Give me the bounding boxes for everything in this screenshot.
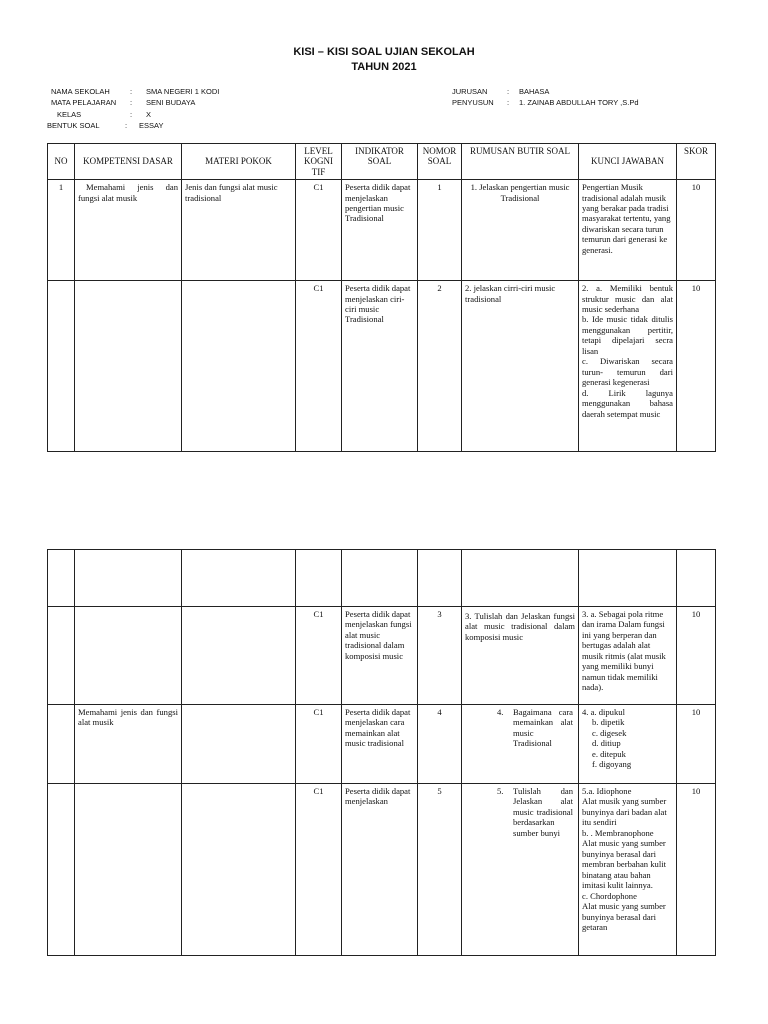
subject-value: SENI BUDAYA — [146, 98, 196, 107]
major-value: BAHASA — [519, 87, 550, 96]
kunci-line: c. digesek — [592, 727, 627, 738]
kunci-line: c. Chordophone — [582, 890, 637, 901]
table-row — [48, 281, 716, 452]
row-skor: 10 — [677, 281, 716, 452]
row-level: C1 — [296, 784, 342, 956]
document-title: KISI – KISI SOAL UJIAN SEKOLAH — [293, 46, 475, 58]
table-row — [48, 180, 716, 281]
row-level: C1 — [296, 607, 342, 705]
table-row — [48, 784, 716, 956]
row-no — [48, 784, 75, 956]
row-skor: 10 — [677, 705, 716, 784]
kunci-line: c. Diwariskan secara turun- temurun dari generasi kegenerasi — [582, 356, 673, 388]
kunci-line: b. Ide music tidak ditulis menggunakan pertitir, tetapi dipelajari secra lisan — [582, 314, 673, 356]
kisi-table-page-2 — [47, 549, 716, 956]
kunci-line: 5.a. Idiophone — [582, 786, 632, 796]
empty-cell — [418, 550, 462, 607]
row-skor: 10 — [677, 607, 716, 705]
row-kd — [75, 607, 182, 705]
school-value: SMA NEGERI 1 KODI — [146, 87, 220, 96]
empty-cell — [75, 550, 182, 607]
empty-cell — [342, 550, 418, 607]
row-nomor: 1 — [418, 180, 462, 281]
class-value: X — [146, 110, 152, 119]
row-materi — [182, 705, 296, 784]
row-rumusan: 1. Jelaskan pengertian music Tradisional — [462, 180, 579, 281]
row-indikator: Peserta didik dapat menjelaskan pengertian music Tradisional — [342, 180, 418, 281]
col-header-level: LEVEL KOGNI TIF — [296, 144, 342, 180]
major-colon: : — [507, 87, 510, 96]
row-materi — [182, 281, 296, 452]
school-colon: : — [130, 87, 133, 96]
row-indikator: Peserta didik dapat menjelaskan — [342, 784, 418, 956]
row-rumusan — [462, 784, 579, 956]
row-level: C1 — [296, 180, 342, 281]
kunci-line: 2. a. Memiliki bentuk struktur music dan alat music sederhana — [582, 283, 673, 314]
empty-cell — [462, 550, 579, 607]
subject-label: MATA PELAJARAN — [51, 98, 117, 107]
kunci-line: b. . Membranophone — [582, 827, 654, 838]
col-header-nomor: NOMOR SOAL — [418, 144, 462, 180]
row-nomor: 5 — [418, 784, 462, 956]
row-kd: Memahami jenis dan fungsi alat musik — [75, 705, 182, 784]
row-nomor: 2 — [418, 281, 462, 452]
col-header-kd: KOMPETENSI DASAR — [75, 144, 182, 180]
table-header-row — [48, 144, 716, 180]
row-materi — [182, 784, 296, 956]
kunci-line: d. ditiup — [592, 738, 621, 749]
row-kunci — [579, 784, 677, 956]
col-header-no: NO — [48, 144, 75, 180]
row-kunci — [579, 705, 677, 784]
row-indikator: Peserta didik dapat menjelaskan cara memainkan alat music tradisional — [342, 705, 418, 784]
col-header-kunci: KUNCI JAWABAN — [579, 144, 677, 180]
form-value: ESSAY — [139, 121, 164, 130]
major-label: JURUSAN — [452, 87, 488, 96]
document-year: TAHUN 2021 — [351, 61, 417, 73]
kunci-line: f. digoyang — [592, 759, 632, 770]
author-value: 1. ZAINAB ABDULLAH TORY ,S.Pd — [519, 98, 639, 107]
school-label: NAMA SEKOLAH — [51, 87, 110, 96]
row-kunci: 3. a. Sebagai pola ritme dan irama Dalam fungsi ini yang berperan dan bertugas adalah alat musik ritmis (alat musik yang memiliki bunyi namun tidak memiliki nada). — [579, 607, 677, 705]
kunci-line: b. dipetik — [592, 717, 625, 728]
row-materi — [182, 607, 296, 705]
row-rumusan: 2. jelaskan cirri-ciri music tradisional — [462, 281, 579, 452]
row-kd — [75, 784, 182, 956]
kunci-line: Alat music yang sumber bunyinya berasal dari getaran — [582, 901, 666, 933]
row-kd — [75, 281, 182, 452]
kunci-line: d. Lirik lagunya menggunakan bahasa daerah setempat music — [582, 387, 673, 419]
empty-cell — [677, 550, 716, 607]
rumusan-number: 5. — [497, 786, 504, 796]
kunci-line: Alat musik yang sumber bunyinya dari badan alat itu sendiri — [582, 796, 667, 828]
empty-cell — [48, 550, 75, 607]
row-kunci: Pengertian Musik tradisional adalah musik yang berakar pada tradisi masyarakat tertentu, yang diwariskan secara turun temurun dari generasi ke generasi. — [579, 180, 677, 281]
row-rumusan — [462, 705, 579, 784]
row-no — [48, 281, 75, 452]
row-no — [48, 705, 75, 784]
author-colon: : — [507, 98, 510, 107]
empty-cell — [182, 550, 296, 607]
kunci-line: e. ditepuk — [592, 748, 626, 759]
kunci-line: 4. a. dipukul — [582, 707, 625, 717]
row-kunci — [579, 281, 677, 452]
row-no — [48, 607, 75, 705]
empty-cell — [296, 550, 342, 607]
row-nomor: 3 — [418, 607, 462, 705]
kunci-line: Alat music yang sumber bunyinya berasal dari membran berbahan kulit binatang atau bahan imitasi kulit lainnya. — [582, 838, 666, 891]
row-indikator: Peserta didik dapat menjelaskan fungsi alat music tradisional dalam komposisi music — [342, 607, 418, 705]
row-rumusan: 3. Tulislah dan Jelaskan fungsi alat music tradisional dalam komposisi music — [462, 607, 579, 705]
table-header-row — [48, 550, 716, 607]
col-header-skor: SKOR — [677, 144, 716, 180]
empty-cell — [579, 550, 677, 607]
subject-colon: : — [130, 98, 133, 107]
row-kd: Memahami jenis dan fungsi alat musik — [75, 180, 182, 281]
row-indikator: Peserta didik dapat menjelaskan ciri-ciri music Tradisional — [342, 281, 418, 452]
author-label: PENYUSUN — [452, 98, 494, 107]
row-skor: 10 — [677, 180, 716, 281]
col-header-rumusan: RUMUSAN BUTIR SOAL — [462, 144, 579, 180]
row-skor: 10 — [677, 784, 716, 956]
table-row — [48, 607, 716, 705]
rumusan-number: 4. — [497, 707, 504, 717]
class-colon: : — [130, 110, 133, 119]
rumusan-text: Tulislah dan Jelaskan alat music tradisional berdasarkan sumber bunyi — [513, 786, 573, 838]
kisi-table-page-1 — [47, 143, 716, 452]
class-label: KELAS — [57, 110, 82, 119]
row-nomor: 4 — [418, 705, 462, 784]
table-row — [48, 705, 716, 784]
row-materi: Jenis dan fungsi alat music tradisional — [182, 180, 296, 281]
row-level: C1 — [296, 281, 342, 452]
col-header-indikator: INDIKATOR SOAL — [342, 144, 418, 180]
form-colon: : — [125, 121, 128, 130]
form-label: BENTUK SOAL — [47, 121, 100, 130]
row-no: 1 — [48, 180, 75, 281]
col-header-materi: MATERI POKOK — [182, 144, 296, 180]
row-level: C1 — [296, 705, 342, 784]
rumusan-text: Bagaimana cara memainkan alat music Tradisional — [513, 707, 573, 749]
